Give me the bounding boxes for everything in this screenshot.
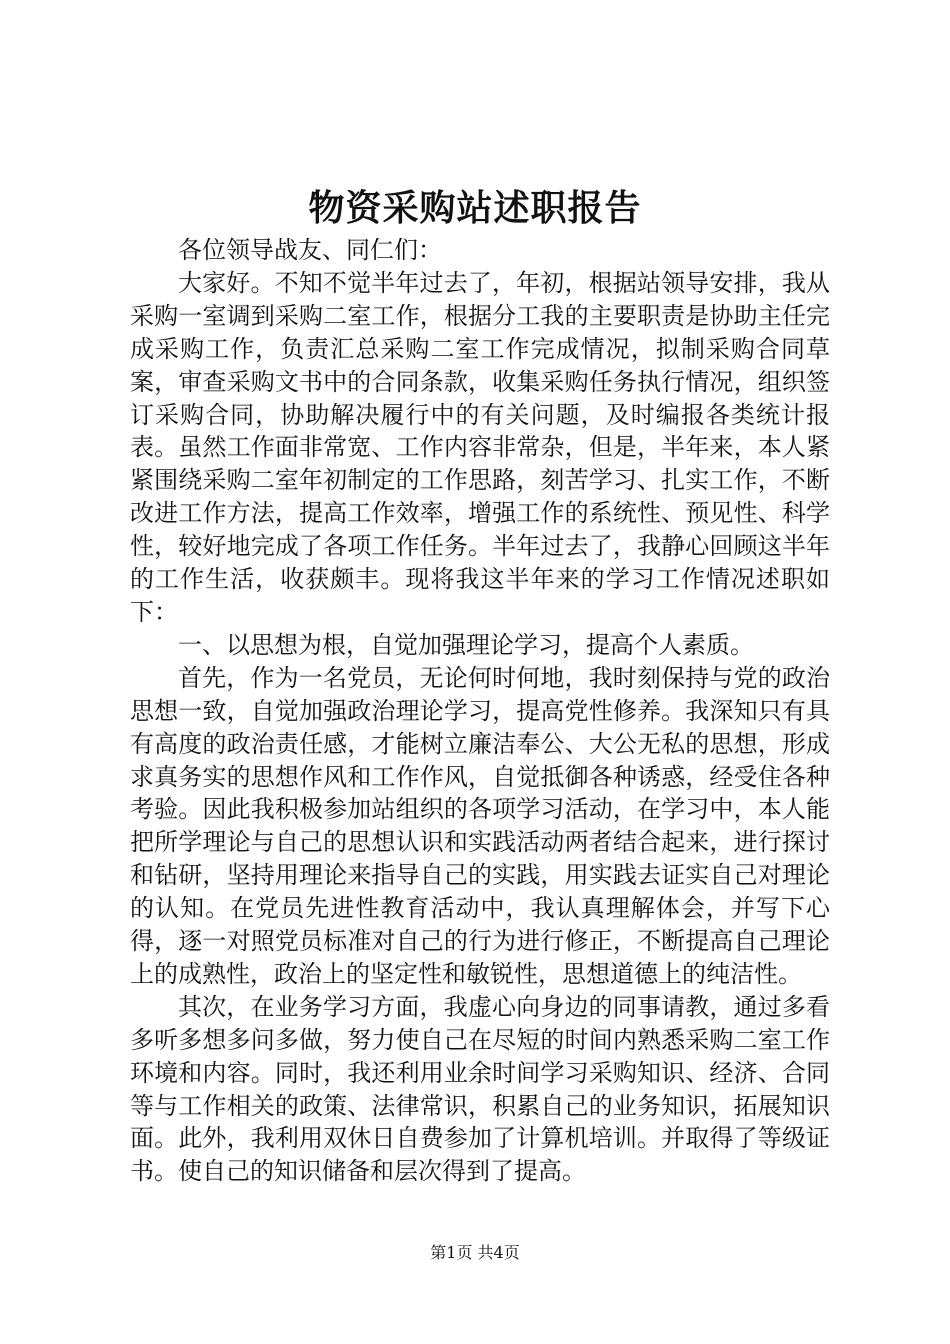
- political-study-paragraph: 首先，作为一名党员，无论何时何地，我时刻保持与党的政治思想一致，自觉加强政治理论学习，提高党性修养。我深知只有具有高度的政治责任感，才能树立廉洁奉公、大公无私的思想，形成求真务实的思想作风和工作作风，自觉抵御各种诱惑，经受住各种考验。因此我积极参加站组织的各项学习活动，在学习中，本人能把所学理论与自己的思想认识和实践活动两者结合起来，进行探讨和钻研，坚持用理论来指导自己的实践，用实践去证实自己对理论的认知。在党员先进性教育活动中，我认真理解体会，并写下心得，逐一对照党员标准对自己的行为进行修正，不断提高自己理论上的成熟性，政治上的坚定性和敏锐性，思想道德上的纯洁性。: [130, 663, 830, 988]
- intro-paragraph: 大家好。不知不觉半年过去了，年初，根据站领导安排，我从采购一室调到采购二室工作，根据分工我的主要职责是协助主任完成采购工作，负责汇总采购二室工作完成情况，拟制采购合同草案，审查采购文书中的合同条款，收集采购任务执行情况，组织签订采购合同，协助解决履行中的有关问题，及时编报各类统计报表。虽然工作面非常宽、工作内容非常杂，但是，半年来，本人紧紧围绕采购二室年初制定的工作思路，刻苦学习、扎实工作，不断改进工作方法，提高工作效率，增强工作的系统性、预见性、科学性，较好地完成了各项工作任务。半年过去了，我静心回顾这半年的工作生活，收获颇丰。现将我这半年来的学习工作情况述职如下：: [130, 268, 830, 626]
- document-body: [130, 234, 830, 1188]
- section-heading-paragraph: 一、以思想为根，自觉加强理论学习，提高个人素质。: [178, 630, 754, 659]
- salutation-paragraph: 各位领导战友、同仁们：: [178, 236, 442, 264]
- document-title: 物资采购站述职报告: [308, 187, 642, 229]
- business-study-paragraph: 其次，在业务学习方面，我虚心向身边的同事请教，通过多看多听多想多问多做，努力使自己在尽短的时间内熟悉采购二室工作环境和内容。同时，我还利用业余时间学习采购知识、经济、合同等与工作相关的政策、法律常识，积累自己的业务知识，拓展知识面。此外，我利用双休日自费参加了计算机培训。并取得了等级证书。使自己的知识储备和层次得到了提高。: [130, 992, 830, 1186]
- page-number-footer: 第1页 共4页: [430, 1243, 520, 1262]
